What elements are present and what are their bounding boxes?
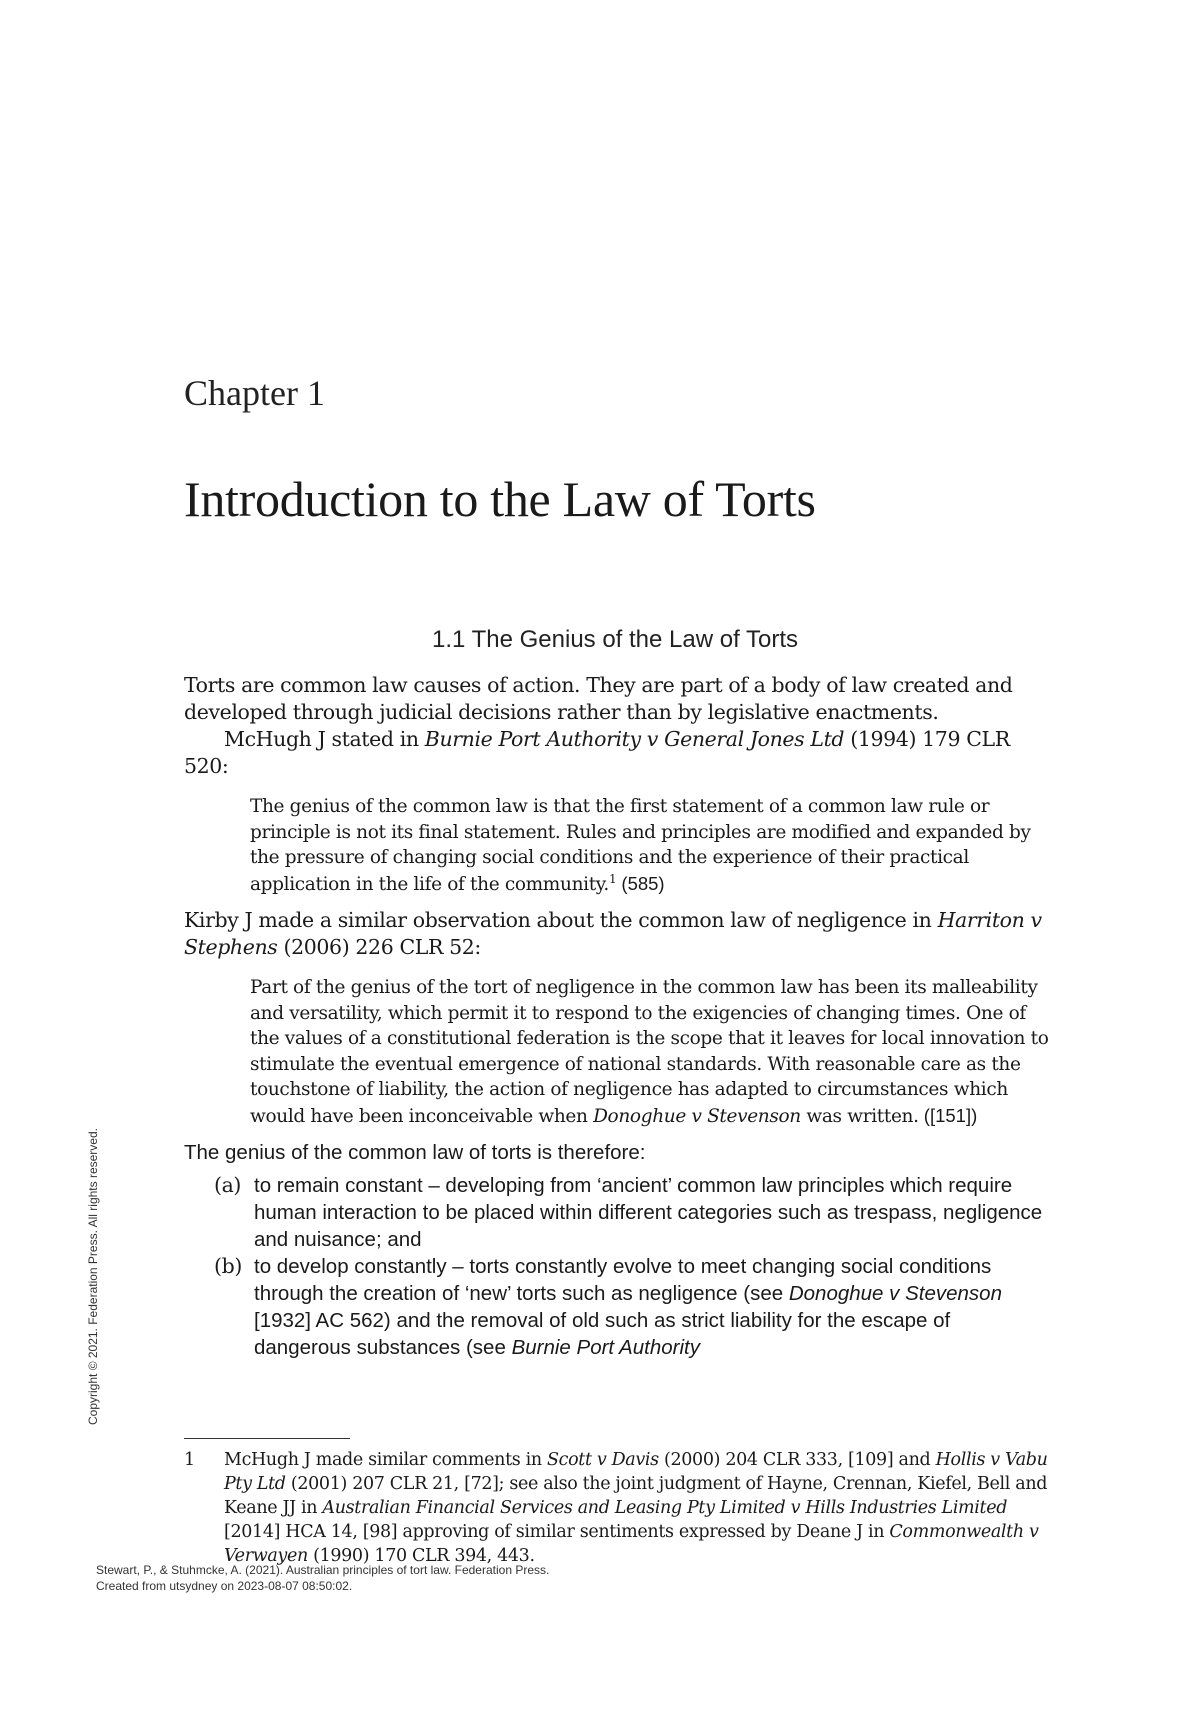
text-run: [1932] AC 562) and the removal of old such as strict liability for the escape of dangerous substances (see bbox=[254, 1309, 951, 1359]
text-run: to develop constantly – torts constantly evolve to meet changing social conditions through the creation of ‘new’ torts such as negligence (see bbox=[254, 1255, 992, 1305]
case-name: Australian Financial Services and Leasing Pty Limited v Hills Industries Limited bbox=[322, 1498, 1008, 1518]
created-line: Created from utsydney on 2023-08-07 08:50:02. bbox=[96, 1579, 353, 1593]
pinpoint-citation: ([151]) bbox=[918, 1104, 978, 1126]
case-name: Burnie Port Authority v General Jones Ltd bbox=[424, 727, 845, 751]
paragraph-intro: Torts are common law causes of action. They are part of a body of law created and developed through judicial decisions rather than by legislative enactments. bbox=[184, 673, 1013, 724]
case-name: Harriton v Stephens bbox=[184, 908, 1042, 959]
chapter-title: Introduction to the Law of Torts bbox=[184, 471, 816, 527]
block-quote-mchugh bbox=[250, 794, 1052, 897]
citation-line: Stewart, P., & Stuhmcke, A. (2021). Australian principles of tort law. Federation Press. bbox=[96, 1563, 550, 1577]
text-run: (2006) 226 CLR 52: bbox=[277, 935, 481, 959]
genius-list bbox=[184, 1172, 1052, 1361]
block-quote-kirby bbox=[250, 975, 1052, 1129]
source-citation bbox=[96, 1562, 549, 1594]
case-name: Donoghue v Stevenson bbox=[593, 1105, 801, 1127]
list-marker: (a) bbox=[214, 1173, 242, 1197]
quote-text: The genius of the common law is that the first statement of a common law rule or principle is not its final statement. Rules and principles are modified and expanded by the pressure of changing social conditions and the experience of their practical application in the life of the community. bbox=[250, 796, 1031, 895]
list-item bbox=[184, 1253, 1052, 1361]
paragraph-mchugh bbox=[184, 726, 1052, 780]
text-run: McHugh J stated in bbox=[224, 727, 425, 751]
text-run: (2000) 204 CLR 333, [109] and bbox=[658, 1450, 936, 1470]
text-run: McHugh J made similar comments in bbox=[224, 1450, 548, 1470]
list-item bbox=[184, 1172, 1052, 1253]
footnote-ref: 1 bbox=[608, 871, 617, 886]
text-run: (1994) 179 CLR 520: bbox=[184, 727, 1010, 778]
footnote-number: 1 bbox=[184, 1450, 195, 1470]
case-name: Commonwealth v Verwayen bbox=[224, 1522, 1039, 1566]
case-name: Burnie Port Authority bbox=[511, 1336, 700, 1359]
text-run: (2001) 207 CLR 21, [72]; see also the joint judgment of Hayne, Crennan, Kiefel, Bell and Keane JJ in bbox=[224, 1474, 1048, 1518]
paragraph-kirby bbox=[184, 907, 1052, 961]
pinpoint-citation: (585) bbox=[616, 872, 665, 894]
section-heading: 1.1 The Genius of the Law of Torts bbox=[432, 626, 798, 653]
list-item-text: to remain constant – developing from ‘ancient’ common law principles which require human interaction to be placed within different categories such as trespass, negligence and nuisance; and bbox=[254, 1174, 1043, 1251]
text-run: [2014] HCA 14, [98] approving of similar sentiments expressed by Deane J in bbox=[224, 1522, 890, 1542]
footnote-text bbox=[224, 1448, 1052, 1568]
case-name: Hollis v Vabu Pty Ltd bbox=[224, 1450, 1048, 1494]
case-name: Donoghue v Stevenson bbox=[788, 1282, 1002, 1305]
case-name: Scott v Davis bbox=[547, 1450, 659, 1470]
body-text bbox=[184, 672, 1052, 1361]
list-item-text bbox=[254, 1255, 1002, 1359]
paragraph-genius: The genius of the common law of torts is therefore: bbox=[184, 1141, 646, 1164]
footnote bbox=[184, 1448, 1052, 1568]
footnote-divider bbox=[184, 1438, 350, 1439]
chapter-label: Chapter 1 bbox=[184, 373, 325, 413]
quote-text: Part of the genius of the tort of negligence in the common law has been its malleability and versatility, which permit it to respond to the exigencies of changing times. One of the values of a constitutional federation is the scope that it leaves for local innovation to stimulate the eventual emergence of national standards. With reasonable care as the touchstone of liability, the action of negligence has adapted to circumstances which would have been inconceivable when bbox=[250, 977, 1049, 1127]
text-run: was written. bbox=[800, 1105, 919, 1127]
list-marker: (b) bbox=[214, 1254, 242, 1278]
text-run: (1990) 170 CLR 394, 443. bbox=[307, 1546, 535, 1566]
text-run: Kirby J made a similar observation about the common law of negligence in bbox=[184, 908, 938, 932]
copyright-notice: Copyright © 2021. Federation Press. All rights reserved. bbox=[86, 1128, 100, 1425]
